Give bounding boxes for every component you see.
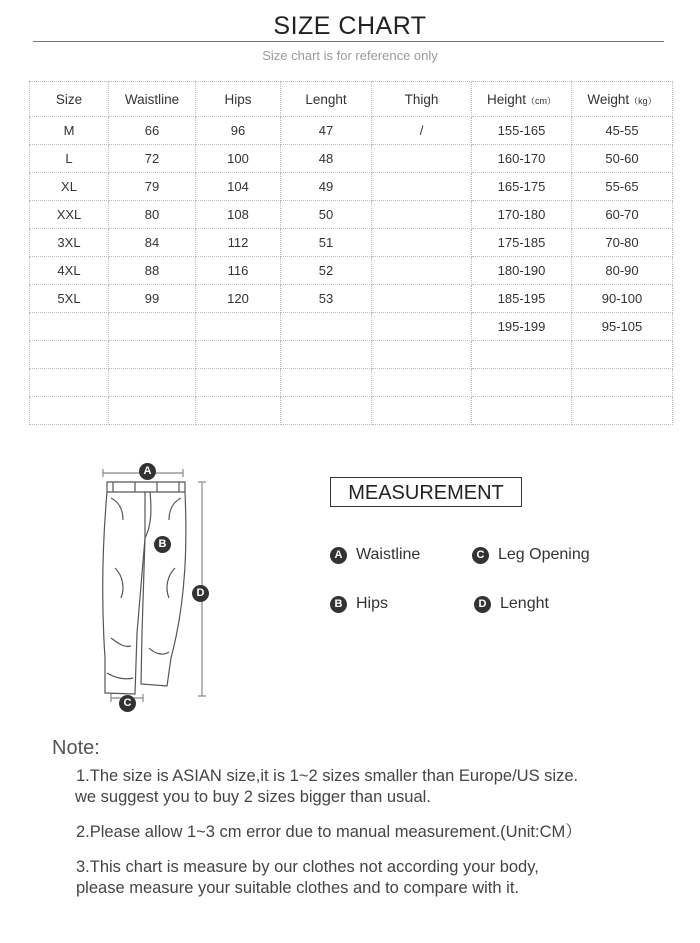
badge-a-icon: A	[330, 547, 347, 564]
table-row	[30, 313, 673, 341]
table-cell: 52	[281, 257, 372, 285]
table-cell: 50-60	[572, 145, 673, 173]
table-cell: 120	[196, 285, 281, 313]
table-cell	[30, 369, 109, 397]
table-cell	[472, 341, 572, 369]
table-cell: 45-55	[572, 117, 673, 145]
table-cell: 155-165	[472, 117, 572, 145]
table-cell: 90-100	[572, 285, 673, 313]
legend-item-waistline	[330, 546, 420, 564]
column-header-size: Size	[30, 82, 109, 117]
table-cell	[281, 341, 372, 369]
table-cell: 51	[281, 229, 372, 257]
table-cell: L	[30, 145, 109, 173]
table-cell	[196, 397, 281, 425]
table-cell: XXL	[30, 201, 109, 229]
table-cell	[472, 397, 572, 425]
table-cell: 66	[109, 117, 196, 145]
table-cell	[572, 369, 673, 397]
page-subtitle: Size chart is for reference only	[262, 48, 438, 63]
table-cell: 55-65	[572, 173, 673, 201]
table-cell: 53	[281, 285, 372, 313]
table-cell	[30, 313, 109, 341]
table-cell: 5XL	[30, 285, 109, 313]
table-cell	[196, 313, 281, 341]
legend-item-leg-opening	[472, 546, 590, 564]
page-title: SIZE CHART	[273, 12, 427, 40]
table-cell: 4XL	[30, 257, 109, 285]
table-header-row	[30, 82, 673, 117]
legend-label: Waistline	[356, 546, 421, 563]
table-cell	[196, 341, 281, 369]
table-cell: 88	[109, 257, 196, 285]
size-table	[29, 81, 673, 425]
table-cell: M	[30, 117, 109, 145]
table-cell	[372, 397, 472, 425]
table-cell: 104	[196, 173, 281, 201]
table-cell	[109, 313, 196, 341]
table-cell	[196, 369, 281, 397]
table-cell: 108	[196, 201, 281, 229]
column-header-weight: Weight（kg）	[572, 82, 673, 117]
table-cell: 80-90	[572, 257, 673, 285]
table-cell: 180-190	[472, 257, 572, 285]
table-cell: 49	[281, 173, 372, 201]
table-row	[30, 397, 673, 425]
table-cell	[372, 173, 472, 201]
table-cell: 3XL	[30, 229, 109, 257]
note-item-1	[76, 766, 578, 808]
column-header-thigh: Thigh	[372, 82, 472, 117]
table-cell: 79	[109, 173, 196, 201]
table-cell	[372, 285, 472, 313]
table-cell: /	[372, 117, 472, 145]
measurement-heading: MEASUREMENT	[330, 477, 522, 507]
note-line: 1.The size is ASIAN size,it is 1~2 sizes smaller than Europe/US size.	[76, 767, 579, 785]
table-cell	[109, 397, 196, 425]
table-cell: 116	[196, 257, 281, 285]
unit-label: （cm）	[526, 95, 557, 106]
legend-item-hips	[330, 595, 388, 613]
table-cell: 165-175	[472, 173, 572, 201]
note-item-3	[76, 857, 539, 899]
pants-diagram	[95, 458, 225, 718]
table-cell: 70-80	[572, 229, 673, 257]
table-cell: 48	[281, 145, 372, 173]
badge-c-icon: C	[472, 547, 489, 564]
note-line: 2.Please allow 1~3 cm error due to manual measurement.(Unit:CM）	[76, 823, 582, 841]
table-cell: 60-70	[572, 201, 673, 229]
badge-b-icon: B	[154, 536, 171, 553]
table-cell	[109, 341, 196, 369]
table-cell	[372, 313, 472, 341]
legend-label: Lenght	[500, 595, 549, 612]
table-cell: 112	[196, 229, 281, 257]
badge-c-icon: C	[119, 695, 136, 712]
table-cell	[281, 369, 372, 397]
table-row	[30, 229, 673, 257]
table-cell	[372, 229, 472, 257]
table-cell	[109, 369, 196, 397]
table-cell	[472, 369, 572, 397]
table-cell: 50	[281, 201, 372, 229]
table-cell	[30, 341, 109, 369]
table-cell	[372, 145, 472, 173]
table-cell: 195-199	[472, 313, 572, 341]
legend-item-length	[474, 595, 549, 613]
table-cell: 96	[196, 117, 281, 145]
note-line: we suggest you to buy 2 sizes bigger than usual.	[75, 788, 431, 806]
table-cell	[372, 257, 472, 285]
table-cell: XL	[30, 173, 109, 201]
note-item-2	[76, 822, 582, 843]
table-row	[30, 369, 673, 397]
column-header-hips: Hips	[196, 82, 281, 117]
legend-label: Leg Opening	[498, 546, 590, 563]
table-cell: 175-185	[472, 229, 572, 257]
column-header-length: Lenght	[281, 82, 372, 117]
table-cell	[372, 201, 472, 229]
table-cell: 84	[109, 229, 196, 257]
table-row	[30, 201, 673, 229]
table-cell	[372, 341, 472, 369]
table-body	[30, 117, 673, 425]
column-header-height: Height（cm）	[472, 82, 572, 117]
table-row	[30, 117, 673, 145]
table-cell: 95-105	[572, 313, 673, 341]
title-divider	[33, 41, 664, 42]
table-cell	[30, 397, 109, 425]
table-row	[30, 145, 673, 173]
badge-d-icon: D	[474, 596, 491, 613]
table-cell: 80	[109, 201, 196, 229]
table-cell	[281, 313, 372, 341]
badge-d-icon: D	[192, 585, 209, 602]
table-cell: 47	[281, 117, 372, 145]
table-cell: 72	[109, 145, 196, 173]
table-cell	[281, 397, 372, 425]
table-cell: 185-195	[472, 285, 572, 313]
unit-label: （kg）	[629, 95, 657, 106]
table-cell: 170-180	[472, 201, 572, 229]
column-header-waistline: Waistline	[109, 82, 196, 117]
legend-label: Hips	[356, 595, 389, 612]
table-row	[30, 285, 673, 313]
table-cell	[372, 369, 472, 397]
note-line: please measure your suitable clothes and to compare with it.	[76, 879, 519, 897]
badge-a-icon: A	[139, 463, 156, 480]
notes-title: Note:	[52, 737, 100, 759]
table-row	[30, 341, 673, 369]
table-cell	[572, 397, 673, 425]
note-line: 3.This chart is measure by our clothes not according your body,	[76, 858, 539, 876]
table-cell: 160-170	[472, 145, 572, 173]
table-row	[30, 173, 673, 201]
table-cell: 99	[109, 285, 196, 313]
badge-b-icon: B	[330, 596, 347, 613]
table-cell	[572, 341, 673, 369]
table-cell: 100	[196, 145, 281, 173]
table-row	[30, 257, 673, 285]
